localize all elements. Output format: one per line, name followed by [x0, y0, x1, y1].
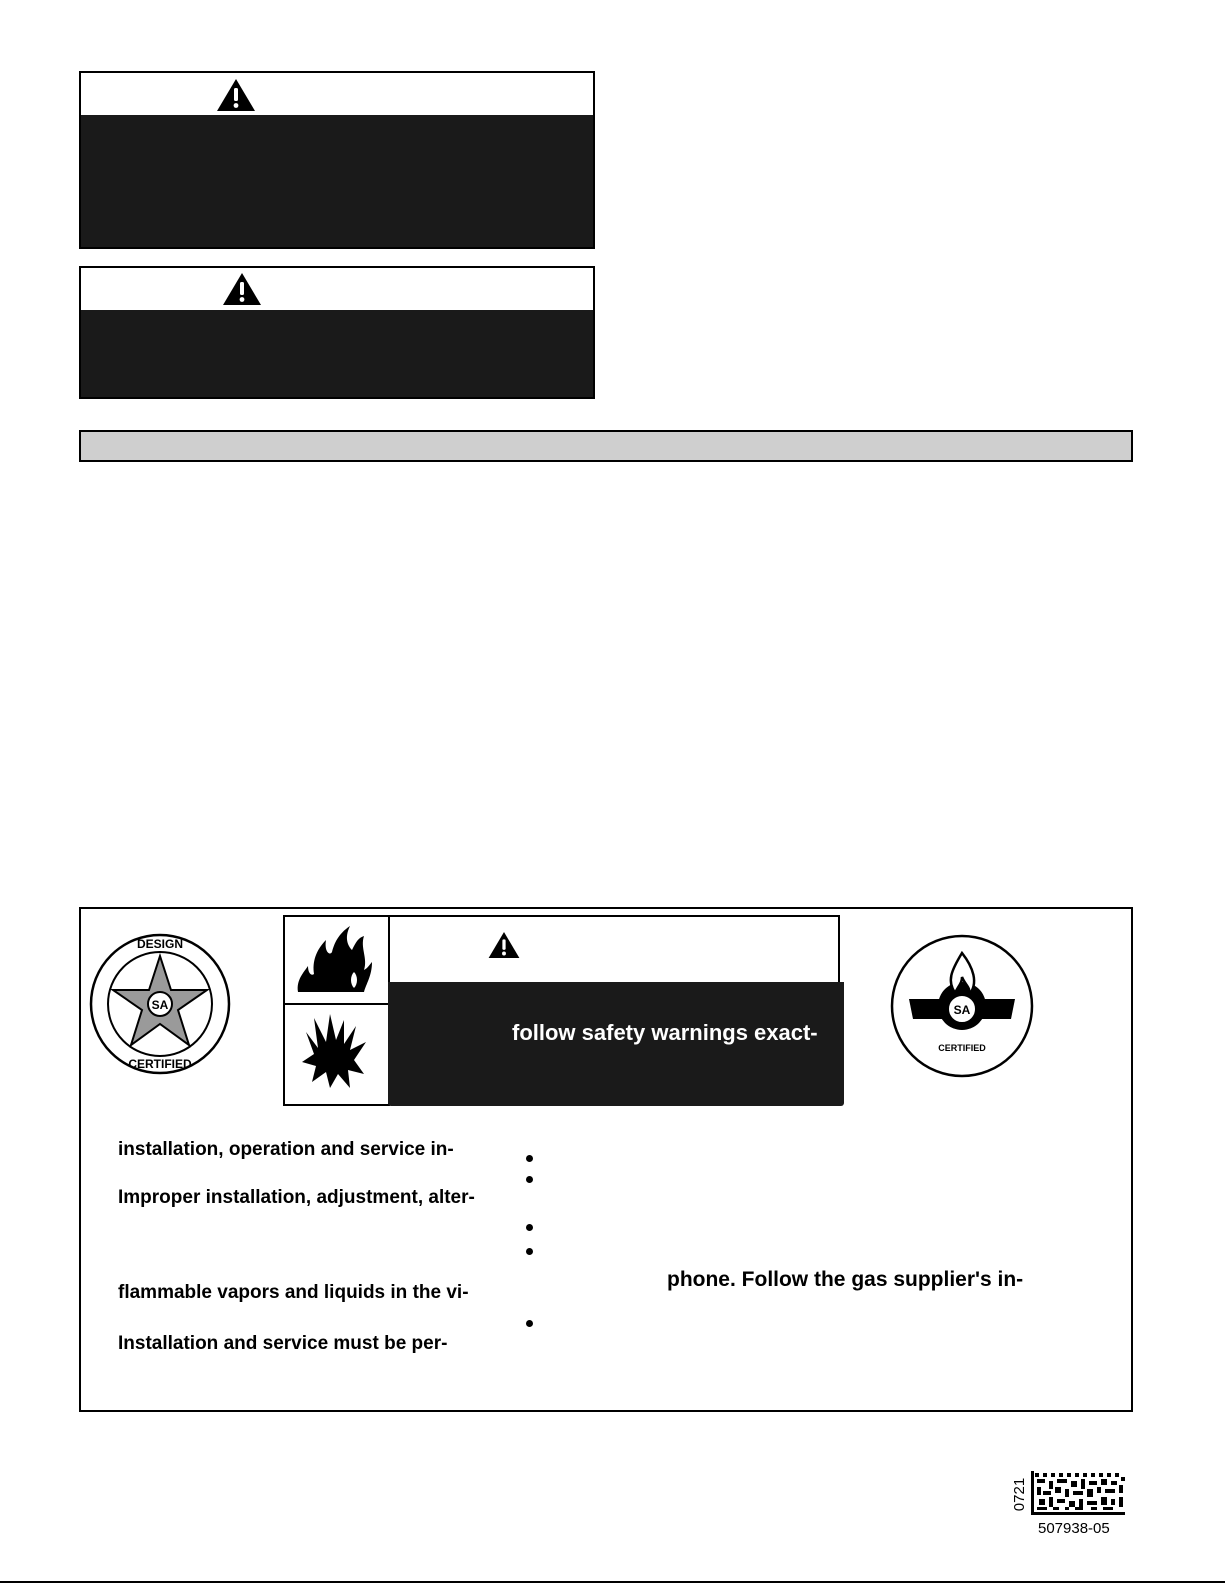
logo-left-bottom-text: CERTIFIED — [128, 1057, 192, 1071]
page-bottom-rule — [0, 1581, 1225, 1583]
warning-headline-fragment: follow safety warnings exact- — [512, 1020, 818, 1045]
certified-flame-logo — [889, 933, 1035, 1079]
warning-triangle-icon — [487, 930, 521, 960]
design-certified-logo — [88, 932, 232, 1076]
date-code: 0721 — [1011, 1477, 1029, 1512]
explosion-icon — [300, 1012, 370, 1090]
section-header-bar — [79, 430, 1133, 462]
right-column-fragment: phone. Follow the gas supplier's in- — [667, 1268, 1024, 1291]
logo-left-monogram: SA — [151, 998, 169, 1012]
warning-triangle-icon — [221, 271, 263, 307]
bullet — [526, 1320, 533, 1327]
logo-left-top-text: DESIGN — [136, 937, 184, 951]
logo-right-bottom-text: CERTIFIED — [938, 1043, 986, 1053]
hazard-icon-divider — [283, 1003, 390, 1005]
caution-body-1 — [81, 115, 593, 247]
part-number: 507938-05 — [1038, 1520, 1110, 1537]
caution-body-2 — [81, 310, 593, 397]
caution-box-2 — [79, 266, 595, 399]
bullet — [526, 1248, 533, 1255]
caution-header-1 — [81, 73, 593, 115]
warning-panel-header — [388, 915, 840, 985]
barcode-icon — [1031, 1471, 1125, 1515]
fire-icon — [294, 922, 376, 996]
caution-header-2 — [81, 268, 593, 310]
bullet — [526, 1155, 533, 1162]
logo-right-monogram: SA — [953, 1003, 971, 1017]
bullet — [526, 1224, 533, 1231]
bullet — [526, 1176, 533, 1183]
warning-triangle-icon — [215, 77, 257, 113]
left-column-line-3: flammable vapors and liquids in the vi- — [118, 1282, 469, 1303]
left-column-line-2: Improper installation, adjustment, alter- — [118, 1187, 475, 1208]
left-column-line-4: Installation and service must be per- — [118, 1333, 448, 1354]
caution-box-1 — [79, 71, 595, 249]
left-column-line-1: installation, operation and service in- — [118, 1139, 454, 1160]
